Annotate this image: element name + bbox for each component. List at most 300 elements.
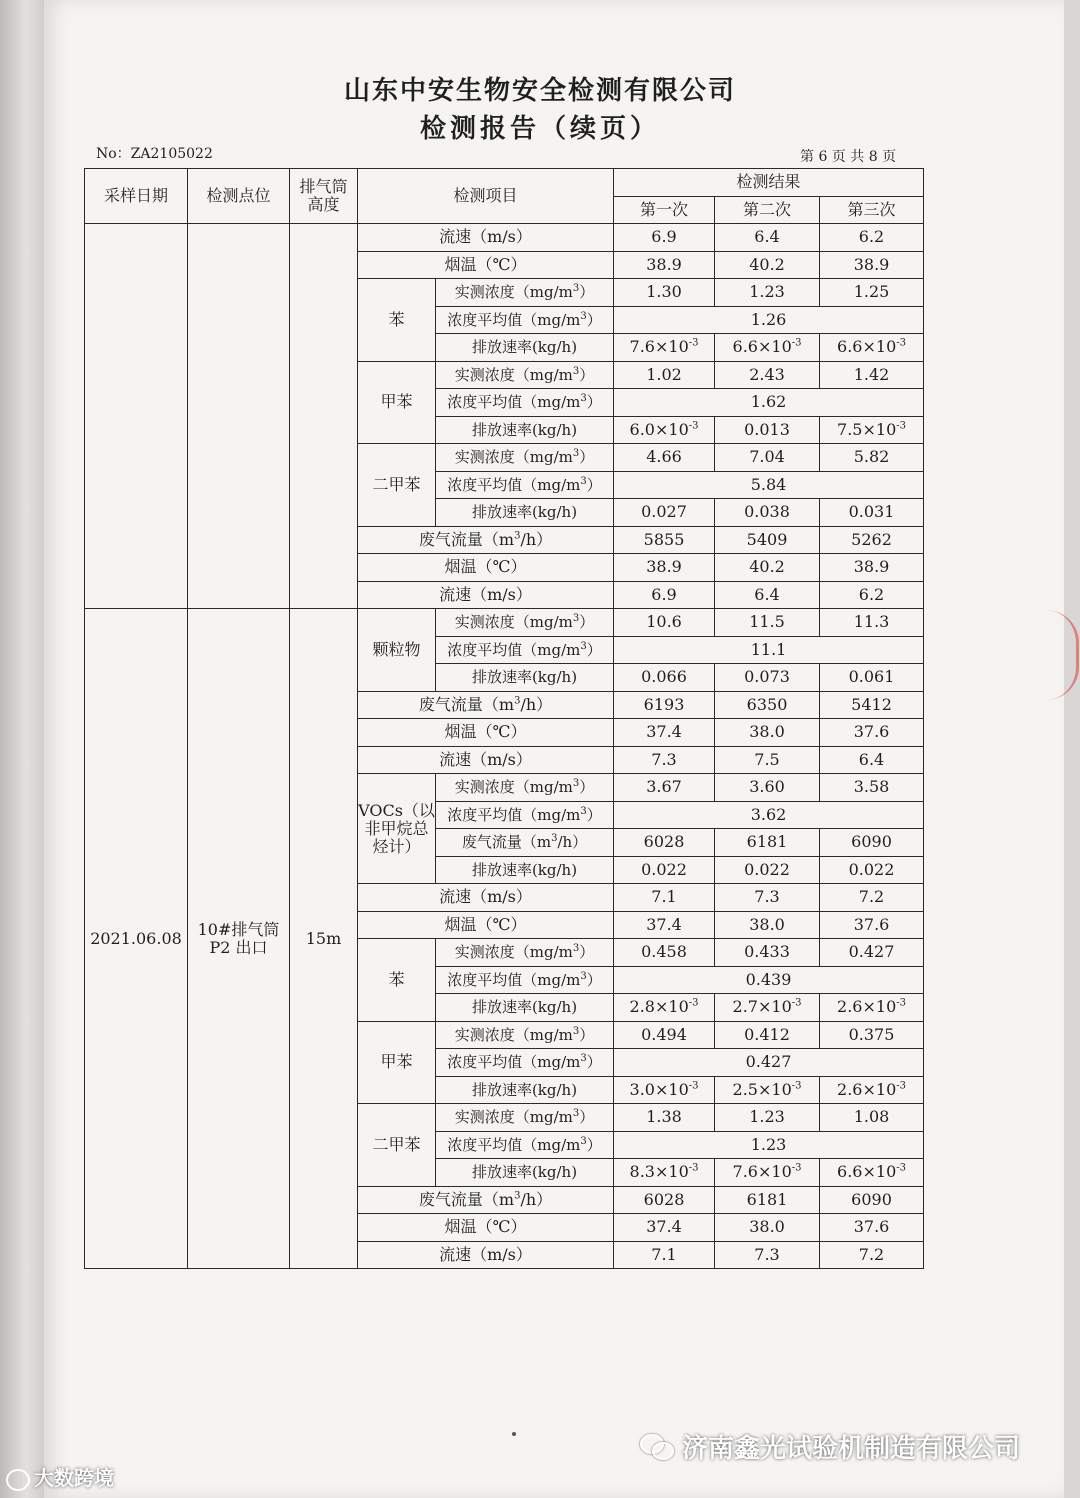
pollutant-toluene — [358, 1021, 436, 1104]
pollutant-particulate — [358, 609, 436, 692]
superscript: 3 — [572, 613, 580, 625]
result-cell — [614, 1241, 715, 1269]
value-cell: 37.4 — [646, 722, 682, 742]
value-cell: 7.3 — [754, 887, 780, 907]
col-date: 采样日期 — [103, 186, 168, 205]
emission-rate-label: 排放速率(kg/h) — [471, 1080, 578, 1099]
value-cell: 38.0 — [749, 1217, 785, 1237]
flow-speed-label: 流速（m/s） — [439, 887, 532, 907]
value-cell: 1.30 — [646, 282, 682, 302]
avg-conc-label: 浓度平均值（mg/m — [447, 640, 581, 659]
measured-conc-label: 实测浓度（mg/m — [454, 365, 573, 384]
times-ten: ×10 — [757, 337, 792, 357]
exponent: -3 — [791, 997, 802, 1009]
table-cell — [436, 416, 614, 444]
value-cell: 7.04 — [749, 447, 785, 467]
value-cell: 5.84 — [750, 474, 787, 494]
exponent: -3 — [896, 1162, 906, 1174]
table-cell — [358, 884, 614, 912]
result-cell — [820, 1104, 924, 1132]
close-paren: ） — [579, 613, 595, 632]
value-cell: 0.013 — [744, 419, 790, 439]
result-cell — [715, 856, 820, 884]
result-cell — [820, 884, 924, 912]
result-cell — [820, 1021, 924, 1049]
exponent: -3 — [791, 337, 802, 349]
table-cell — [436, 471, 614, 499]
mantissa: 2.5 — [732, 1079, 758, 1099]
exponent: -3 — [896, 1080, 906, 1092]
measured-conc-label: 实测浓度（mg/m — [454, 778, 573, 797]
exhaust-flow-label: 废气流量（m — [418, 694, 515, 714]
pollutant-vocs — [358, 774, 436, 884]
table-cell — [436, 389, 614, 417]
result-cell — [715, 1021, 820, 1049]
flue-temp-label: 烟温（℃） — [444, 722, 527, 742]
date-cell-1 — [85, 224, 188, 609]
page-info: 第 6 页 共 8 页 — [800, 149, 897, 165]
value-cell: 5409 — [746, 529, 788, 549]
times-ten: ×10 — [654, 997, 689, 1017]
value-cell: 6181 — [746, 1189, 788, 1209]
value-cell: 2.43 — [749, 364, 785, 384]
paper-speck — [512, 1432, 516, 1436]
value-cell: 7.1 — [651, 1244, 677, 1264]
value-cell: 1.38 — [646, 1107, 682, 1127]
result-cell — [614, 1021, 715, 1049]
superscript: 3 — [580, 1135, 587, 1147]
emission-rate-label: 排放速率(kg/h) — [471, 338, 578, 357]
seal-stamp-edge — [1046, 610, 1079, 700]
avg-conc-label: 浓度平均值（mg/m — [447, 1135, 581, 1154]
header-run2 — [715, 196, 820, 224]
pollutant-xylene — [358, 444, 436, 527]
result-cell — [820, 664, 924, 692]
watermark-left — [6, 1462, 114, 1491]
value-cell: 11.3 — [853, 612, 890, 632]
col-results: 检测结果 — [736, 172, 801, 192]
result-cell — [715, 1241, 820, 1269]
value-cell: 6.2 — [858, 227, 885, 247]
table-cell — [358, 526, 614, 554]
value-cell: 40.2 — [749, 254, 785, 274]
table-cell — [358, 251, 614, 279]
mantissa: 2.6 — [837, 997, 863, 1017]
value-cell: 1.02 — [646, 364, 682, 384]
superscript: 3 — [572, 448, 580, 460]
value-cell: 1.23 — [749, 1107, 785, 1127]
emission-rate-label: 排放速率(kg/h) — [471, 503, 578, 522]
value-cell: 0.427 — [848, 942, 895, 962]
times-ten: ×10 — [862, 419, 897, 439]
value-cell: 0.061 — [848, 667, 895, 687]
flue-temp-label: 烟温（℃） — [444, 254, 527, 274]
result-cell — [614, 719, 715, 747]
pollutant-toluene — [358, 361, 436, 444]
header-item — [358, 169, 614, 224]
value-cell: 0.412 — [744, 1024, 790, 1044]
result-cell — [614, 554, 715, 582]
result-cell — [614, 691, 715, 719]
mantissa: 8.3 — [629, 1162, 655, 1182]
result-cell — [614, 224, 715, 252]
exhaust-flow-unit: /h） — [557, 833, 588, 852]
results-table — [84, 168, 924, 1269]
result-cell — [715, 994, 820, 1022]
value-cell: 7.3 — [754, 1244, 780, 1264]
avg-cell — [614, 389, 924, 417]
result-cell — [614, 1186, 715, 1214]
superscript: 3 — [572, 778, 580, 790]
result-cell — [715, 554, 820, 582]
mantissa: 6.6 — [732, 337, 758, 357]
times-ten: ×10 — [757, 1162, 792, 1182]
value-cell: 6.9 — [651, 584, 677, 604]
close-paren: ） — [579, 1025, 595, 1044]
col-location: 检测点位 — [206, 186, 271, 205]
table-cell — [436, 1131, 614, 1159]
close-paren: ） — [586, 1135, 602, 1154]
times-ten: ×10 — [757, 997, 792, 1017]
result-cell — [715, 609, 820, 637]
value-cell: 37.6 — [853, 722, 890, 742]
exponent: -3 — [688, 1162, 699, 1174]
result-cell — [614, 526, 715, 554]
value-cell: 6193 — [643, 694, 685, 714]
result-cell — [820, 444, 924, 472]
value-cell: 0.038 — [744, 502, 790, 522]
avg-cell — [614, 1131, 924, 1159]
col-height-1: 排气筒 — [299, 177, 348, 196]
value-cell: 7.2 — [858, 1244, 885, 1264]
exhaust-flow-unit: /h） — [520, 694, 553, 714]
table-cell — [436, 664, 614, 692]
result-cell — [820, 1076, 924, 1104]
superscript: 3 — [580, 805, 587, 817]
result-cell — [715, 279, 820, 307]
avg-conc-label: 浓度平均值（mg/m — [447, 805, 581, 824]
result-cell — [820, 911, 924, 939]
table-cell — [358, 581, 614, 609]
result-cell — [614, 829, 715, 857]
result-cell — [715, 719, 820, 747]
superscript: 3 — [514, 695, 521, 707]
mantissa: 6.6 — [837, 1162, 863, 1182]
value-cell: 1.42 — [853, 364, 890, 384]
value-cell: 7.1 — [651, 887, 677, 907]
result-cell — [715, 1186, 820, 1214]
table-cell — [436, 1159, 614, 1187]
result-cell — [715, 664, 820, 692]
value-cell: 0.433 — [744, 942, 790, 962]
close-paren: ） — [586, 805, 602, 824]
value-cell: 0.022 — [744, 859, 790, 879]
value-cell: 37.4 — [646, 914, 682, 934]
result-cell — [614, 746, 715, 774]
pollutant-benzene — [358, 939, 436, 1022]
value-cell: 38.9 — [853, 557, 890, 577]
close-paren: ） — [579, 778, 595, 797]
value-cell: 1.62 — [750, 392, 787, 412]
mantissa: 2.7 — [732, 997, 758, 1017]
value-cell: 1.23 — [750, 1134, 787, 1154]
close-paren: ） — [579, 365, 595, 384]
close-paren: ） — [586, 310, 602, 329]
superscript: 3 — [580, 475, 587, 487]
superscript: 3 — [514, 1190, 521, 1202]
value-cell: 1.23 — [749, 282, 785, 302]
result-cell — [820, 416, 924, 444]
value-cell: 6.4 — [858, 749, 885, 769]
result-cell — [614, 1104, 715, 1132]
location-line-1: 10#排气筒 — [197, 919, 280, 939]
col-height-2: 高度 — [307, 195, 340, 214]
superscript: 3 — [580, 640, 587, 652]
times-ten: ×10 — [654, 337, 689, 357]
result-cell — [820, 279, 924, 307]
flow-speed-label: 流速（m/s） — [439, 584, 532, 604]
result-cell — [715, 334, 820, 362]
header-results — [614, 169, 924, 197]
table-cell — [358, 1214, 614, 1242]
result-cell — [715, 746, 820, 774]
close-paren: ） — [579, 1108, 595, 1127]
value-cell: 6.4 — [754, 227, 780, 247]
location-cell-1 — [188, 224, 290, 609]
avg-cell — [614, 306, 924, 334]
stack-height: 15m — [305, 928, 342, 948]
close-paren: ） — [579, 283, 595, 302]
watermark-right — [640, 1428, 1020, 1465]
result-cell — [715, 1076, 820, 1104]
table-cell — [436, 939, 614, 967]
mantissa: 3.0 — [629, 1079, 655, 1099]
table-cell — [436, 279, 614, 307]
result-cell — [614, 416, 715, 444]
superscript: 3 — [572, 365, 580, 377]
times-ten: ×10 — [654, 419, 689, 439]
value-cell: 6.9 — [651, 227, 677, 247]
table-cell — [436, 1076, 614, 1104]
superscript: 3 — [572, 1108, 580, 1120]
result-cell — [715, 829, 820, 857]
value-cell: 40.2 — [749, 557, 785, 577]
value-cell: 37.6 — [853, 1217, 890, 1237]
mantissa: 7.6 — [732, 1162, 758, 1182]
result-cell — [614, 444, 715, 472]
value-cell: 6090 — [851, 832, 892, 852]
mantissa: 2.6 — [837, 1079, 863, 1099]
flow-speed-label: 流速（m/s） — [439, 227, 532, 247]
times-ten: ×10 — [862, 1079, 897, 1099]
result-cell — [820, 939, 924, 967]
result-cell — [715, 581, 820, 609]
exhaust-flow-label: 废气流量（m — [418, 529, 515, 549]
table-cell — [436, 444, 614, 472]
value-cell: 0.022 — [641, 859, 687, 879]
result-cell — [715, 526, 820, 554]
value-cell: 6350 — [746, 694, 788, 714]
header-location — [188, 169, 290, 224]
result-cell — [614, 1076, 715, 1104]
measured-conc-label: 实测浓度（mg/m — [454, 943, 573, 962]
times-ten: ×10 — [862, 997, 897, 1017]
table-cell — [358, 719, 614, 747]
result-cell — [715, 361, 820, 389]
pollutant-name: 颗粒物 — [372, 639, 421, 659]
flow-speed-label: 流速（m/s） — [439, 1244, 532, 1264]
value-cell: 38.0 — [749, 722, 785, 742]
close-paren: ） — [586, 1053, 602, 1072]
close-paren: ） — [586, 475, 602, 494]
emission-rate-label: 排放速率(kg/h) — [471, 1163, 578, 1182]
result-cell — [614, 911, 715, 939]
mantissa: 6.0 — [629, 419, 655, 439]
table-cell — [436, 801, 614, 829]
table-cell — [436, 306, 614, 334]
mantissa: 2.8 — [629, 997, 655, 1017]
value-cell: 6.4 — [754, 584, 780, 604]
pollutant-name: 二甲苯 — [372, 474, 421, 494]
avg-cell — [614, 636, 924, 664]
avg-cell — [614, 966, 924, 994]
table-cell — [358, 1241, 614, 1269]
value-cell: 5.82 — [853, 447, 890, 467]
result-cell — [614, 994, 715, 1022]
superscript: 3 — [572, 1025, 580, 1037]
emission-rate-label: 排放速率(kg/h) — [471, 860, 578, 879]
value-cell: 11.1 — [750, 639, 787, 659]
exponent: -3 — [896, 420, 906, 432]
value-cell: 37.4 — [646, 1217, 682, 1237]
emission-rate-label: 排放速率(kg/h) — [471, 668, 578, 687]
value-cell: 38.9 — [853, 254, 890, 274]
result-cell — [614, 279, 715, 307]
value-cell: 4.66 — [646, 447, 682, 467]
flue-temp-label: 烟温（℃） — [444, 1217, 527, 1237]
exponent: -3 — [688, 337, 699, 349]
result-cell — [614, 856, 715, 884]
result-cell — [614, 884, 715, 912]
table-row — [85, 609, 924, 637]
result-cell — [820, 829, 924, 857]
pollutant-benzene — [358, 279, 436, 362]
header-run3 — [820, 196, 924, 224]
superscript: 3 — [580, 970, 587, 982]
result-cell — [820, 856, 924, 884]
table-cell — [436, 334, 614, 362]
value-cell: 3.58 — [853, 777, 890, 797]
result-cell — [715, 1159, 820, 1187]
header-stack-height — [290, 169, 358, 224]
value-cell: 5262 — [851, 529, 892, 549]
value-cell: 11.5 — [749, 612, 785, 632]
value-cell: 7.5 — [754, 749, 780, 769]
watermark-right-text: 济南鑫光试验机制造有限公司 — [682, 1434, 1021, 1464]
col-run1: 第一次 — [640, 199, 689, 219]
exponent: -3 — [688, 997, 699, 1009]
mantissa: 7.6 — [629, 337, 655, 357]
result-cell — [820, 224, 924, 252]
avg-cell — [614, 471, 924, 499]
result-cell — [715, 1104, 820, 1132]
value-cell: 1.08 — [853, 1107, 890, 1127]
result-cell — [820, 361, 924, 389]
result-cell — [614, 361, 715, 389]
value-cell: 3.62 — [750, 804, 787, 824]
pollutant-name: 甲苯 — [380, 392, 413, 412]
avg-conc-label: 浓度平均值（mg/m — [447, 475, 581, 494]
company-title: 山东中安生物安全检测有限公司 — [343, 76, 736, 106]
value-cell: 0.427 — [745, 1052, 792, 1072]
result-cell — [614, 939, 715, 967]
report-title: 检测报告（续页） — [419, 114, 660, 144]
value-cell: 7.2 — [858, 887, 885, 907]
result-cell — [820, 746, 924, 774]
result-cell — [820, 1186, 924, 1214]
table-cell — [436, 994, 614, 1022]
exhaust-flow-unit: /h） — [520, 1189, 553, 1209]
value-cell: 3.60 — [749, 777, 785, 797]
result-cell — [820, 774, 924, 802]
result-cell — [614, 251, 715, 279]
result-cell — [614, 334, 715, 362]
table-cell — [436, 609, 614, 637]
location-line-2: P2 出口 — [209, 937, 268, 957]
measured-conc-label: 实测浓度（mg/m — [454, 283, 573, 302]
result-cell — [820, 609, 924, 637]
avg-conc-label: 浓度平均值（mg/m — [447, 1053, 581, 1072]
table-cell — [358, 746, 614, 774]
avg-conc-label: 浓度平均值（mg/m — [447, 393, 581, 412]
result-cell — [820, 1214, 924, 1242]
pollutant-name: 甲苯 — [380, 1052, 413, 1072]
result-cell — [715, 911, 820, 939]
table-cell — [358, 224, 614, 252]
col-run3: 第三次 — [847, 199, 896, 219]
result-cell — [715, 224, 820, 252]
exhaust-flow-label: 废气流量（m — [418, 1189, 515, 1209]
exhaust-flow-label: 废气流量（m — [461, 833, 552, 852]
value-cell: 38.0 — [749, 914, 785, 934]
exponent: -3 — [896, 997, 906, 1009]
close-paren: ） — [586, 393, 602, 412]
times-ten: ×10 — [862, 1162, 897, 1182]
wechat-icon — [640, 1434, 674, 1460]
table-cell — [358, 911, 614, 939]
mantissa: 7.5 — [837, 419, 863, 439]
exponent: -3 — [688, 420, 699, 432]
result-cell — [614, 1159, 715, 1187]
pollutant-xylene — [358, 1104, 436, 1187]
close-paren: ） — [586, 970, 602, 989]
times-ten: ×10 — [757, 1079, 792, 1099]
superscript: 3 — [580, 1053, 587, 1065]
result-cell — [614, 581, 715, 609]
table-row — [85, 169, 924, 197]
exponent: -3 — [791, 1162, 802, 1174]
value-cell: 1.26 — [750, 309, 787, 329]
value-cell: 0.494 — [641, 1024, 687, 1044]
result-cell — [820, 719, 924, 747]
superscript: 3 — [572, 943, 580, 955]
col-run2: 第二次 — [743, 199, 792, 219]
superscript: 3 — [551, 833, 558, 845]
height-cell-1 — [290, 224, 358, 609]
value-cell: 6.2 — [858, 584, 885, 604]
value-cell: 0.073 — [744, 667, 790, 687]
superscript: 3 — [580, 393, 587, 405]
